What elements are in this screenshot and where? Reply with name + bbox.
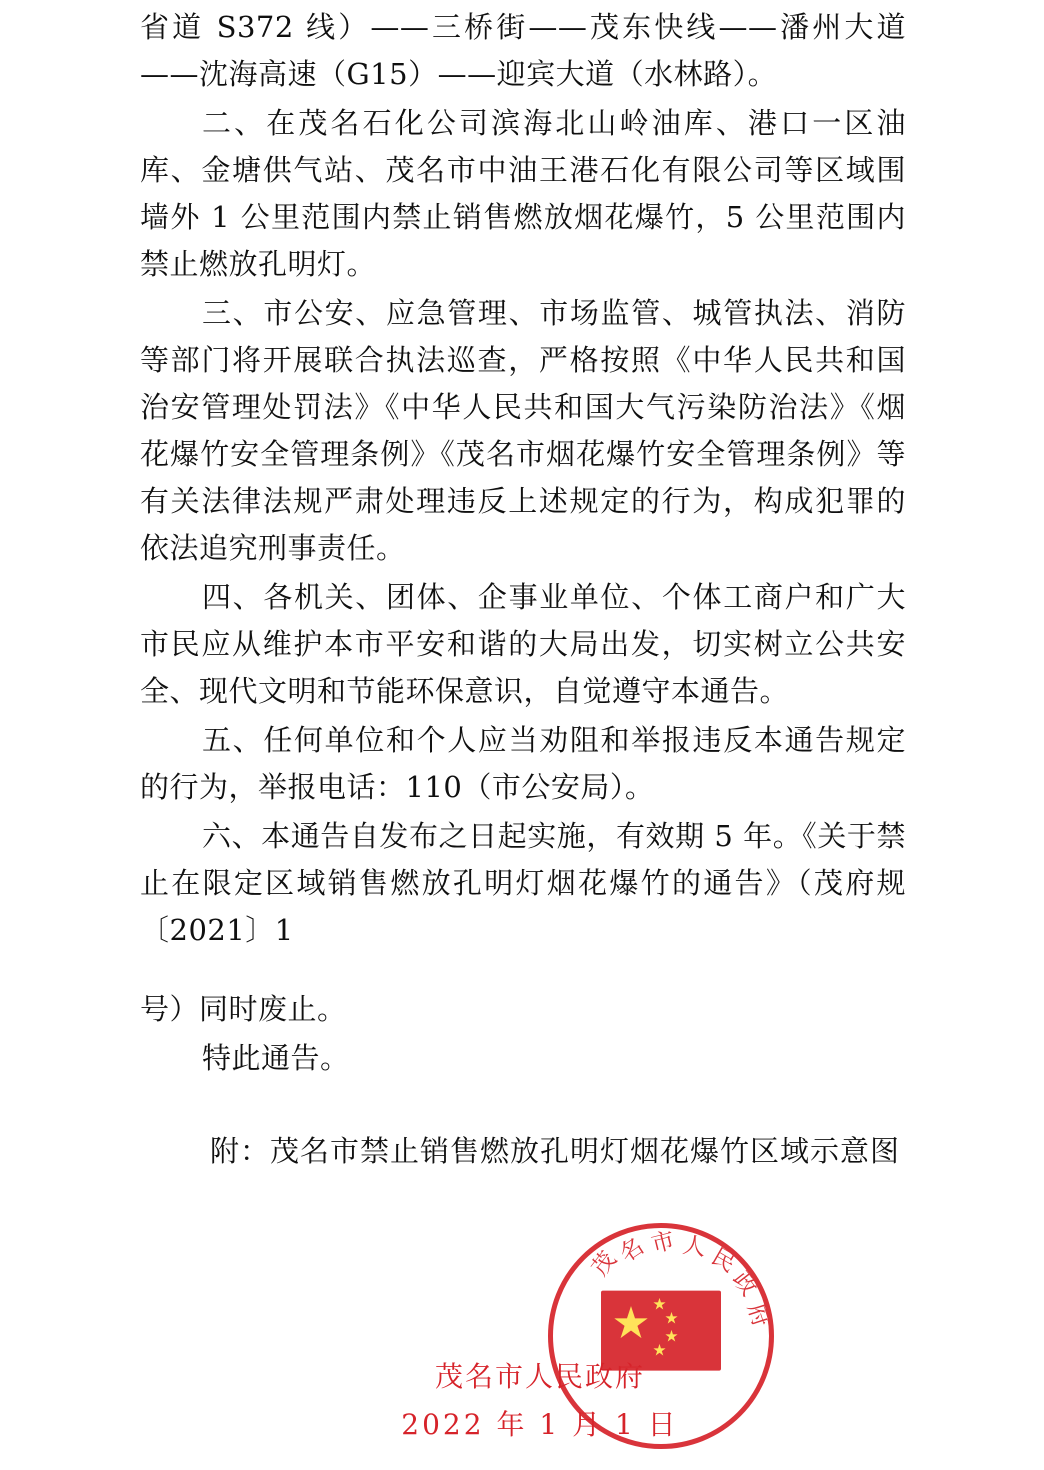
paragraph-item-2: 二、在茂名石化公司滨海北山岭油库、港口一区油库、金塘供气站、茂名市中油王港石化有限公司等区域围墙外 1 公里范围内禁止销售燃放烟花爆竹，5 公里范围内禁止燃放孔明灯。 (140, 106, 906, 281)
paragraph-item-4: 四、各机关、团体、企事业单位、个体工商户和广大市民应从维护本市平安和谐的大局出发，切实树立公共安全、现代文明和节能环保意识，自觉遵守本通告。 (140, 580, 906, 708)
paragraph-gap (140, 956, 906, 986)
seal-and-signature-block (0, 1215, 1044, 1470)
signature-date: 2022 年 1 月 1 日 (401, 1408, 679, 1441)
small-star-icon: ★ (653, 1343, 667, 1359)
document-body (140, 0, 906, 1175)
paragraph-item-5: 五、任何单位和个人应当劝阻和举报违反本通告规定的行为，举报电话：110（市公安局）。 (140, 723, 906, 804)
paragraph-item-6-continuation: 号）同时废止。 (140, 992, 347, 1026)
small-star-icon: ★ (653, 1297, 667, 1313)
small-star-icon: ★ (665, 1311, 679, 1327)
signature-organization: 茂名市人民政府 (434, 1360, 645, 1393)
paragraph-item-6: 六、本通告自发布之日起实施，有效期 5 年。《关于禁止在限定区域销售燃放孔明灯烟花爆竹的通告》（茂府规〔2021〕1 (140, 819, 906, 947)
paragraph-item-3: 三、市公安、应急管理、市场监管、城管执法、消防等部门将开展联合执法巡查，严格按照《中华人民共和国治安管理处罚法》《中华人民共和国大气污染防治法》《烟花爆竹安全管理条例》《茂名市烟花爆竹安全管理条例》等有关法律法规严肃处理违反上述规定的行为，构成犯罪的依法追究刑事责任。 (140, 296, 906, 565)
attachment-line: 附：茂名市禁止销售燃放孔明灯烟花爆竹区域示意图 (210, 1134, 901, 1168)
big-star-icon: ★ (613, 1303, 650, 1345)
paragraph-closing: 特此通告。 (202, 1041, 350, 1075)
paragraph-roads-continuation: 省道 S372 线）——三桥街——茂东快线——潘州大道——沈海高速（G15）——迎宾大道（水林路）。 (140, 10, 906, 91)
attachment-gap (140, 1084, 906, 1128)
small-star-icon: ★ (665, 1329, 679, 1345)
seal-inner-ring: 茂 名 市 人 民 政 府 ★ ★ ★ ★ ★ (553, 1228, 769, 1444)
